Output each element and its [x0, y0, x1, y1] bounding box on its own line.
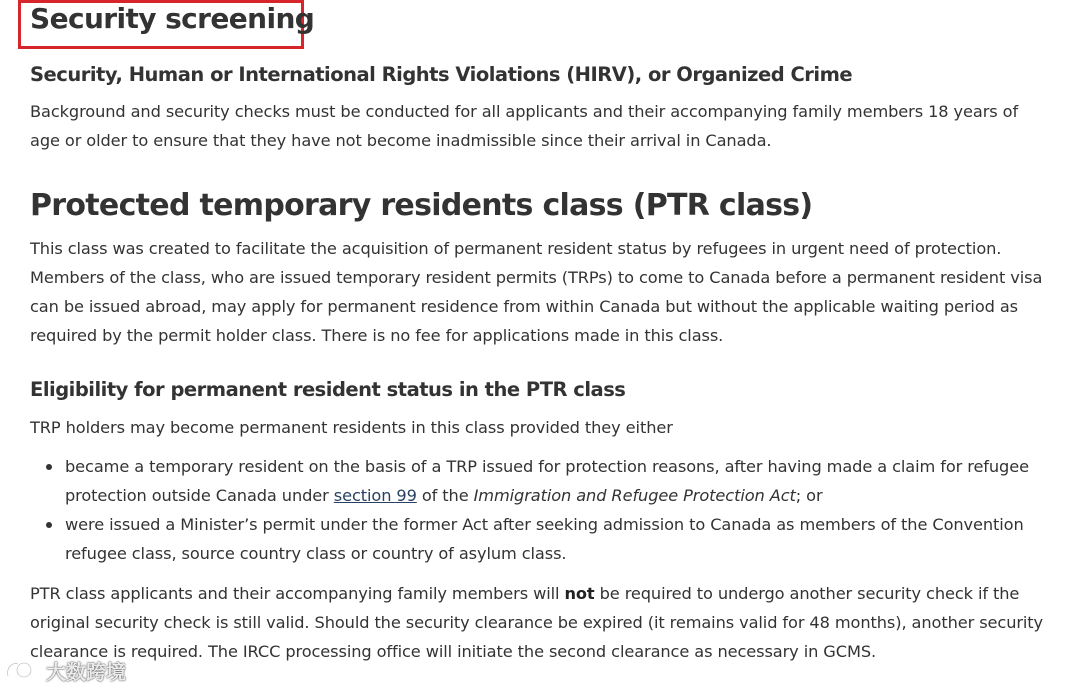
- closing-paragraph: [30, 579, 1050, 666]
- eligibility-list: [30, 452, 1030, 568]
- bullet1-text-middle: of the: [416, 486, 474, 505]
- bullet1-text-after: ; or: [795, 486, 823, 505]
- bullet2-text: were issued a Minister’s permit under the former Act after seeking admission to Canada as members of the Convention refugee class, source country class or country of asylum class.: [65, 515, 1024, 563]
- ptr-paragraph: This class was created to facilitate the acquisition of permanent resident status by refugees in urgent need of protection. Members of the class, who are issued temporary resident permits (TRPs) to come to Canada before a permanent resident visa can be issued abroad, may apply for permanent residence from within Canada but without the applicable waiting period as required by the permit holder class. There is no fee for applications made in this class.: [30, 239, 1043, 345]
- eligibility-intro: TRP holders may become permanent residents in this class provided they either: [30, 418, 673, 437]
- section-99-link[interactable]: section 99: [333, 486, 417, 505]
- bullet-icon: [46, 522, 52, 528]
- list-item: [30, 452, 1030, 510]
- watermark-text: 大数跨境: [46, 659, 126, 684]
- security-paragraph: Background and security checks must be conducted for all applicants and their accompanying family members 18 years of age or older to ensure that they have not become inadmissible since their arrival in Canada.: [30, 102, 1019, 150]
- not-emphasis: not: [564, 584, 595, 603]
- eligibility-subheading: Eligibility for permanent resident status in the PTR class: [30, 378, 626, 401]
- hirv-subheading: Security, Human or International Rights Violations (HIRV), or Organized Crime: [30, 63, 853, 86]
- closing-text-after: be required to undergo another security check if the original security check is still valid. Should the security clearance be expired (it remains valid for 48 months), another security clearance is required. The IRCC processing office will initiate the second clearance as necessary in GCMS.: [30, 584, 1044, 661]
- security-screening-heading: Security screening: [30, 2, 315, 35]
- closing-text-before: PTR class applicants and their accompanying family members will: [30, 584, 565, 603]
- list-item: [30, 510, 1030, 568]
- bullet-icon: [46, 464, 52, 470]
- act-title: Immigration and Refugee Protection Act: [473, 486, 796, 505]
- ptr-class-heading: Protected temporary residents class (PTR class): [30, 188, 813, 223]
- bullet1-text-before: became a temporary resident on the basis of a TRP issued for protection reasons, after having made a claim for refugee protection outside Canada under: [65, 457, 1029, 505]
